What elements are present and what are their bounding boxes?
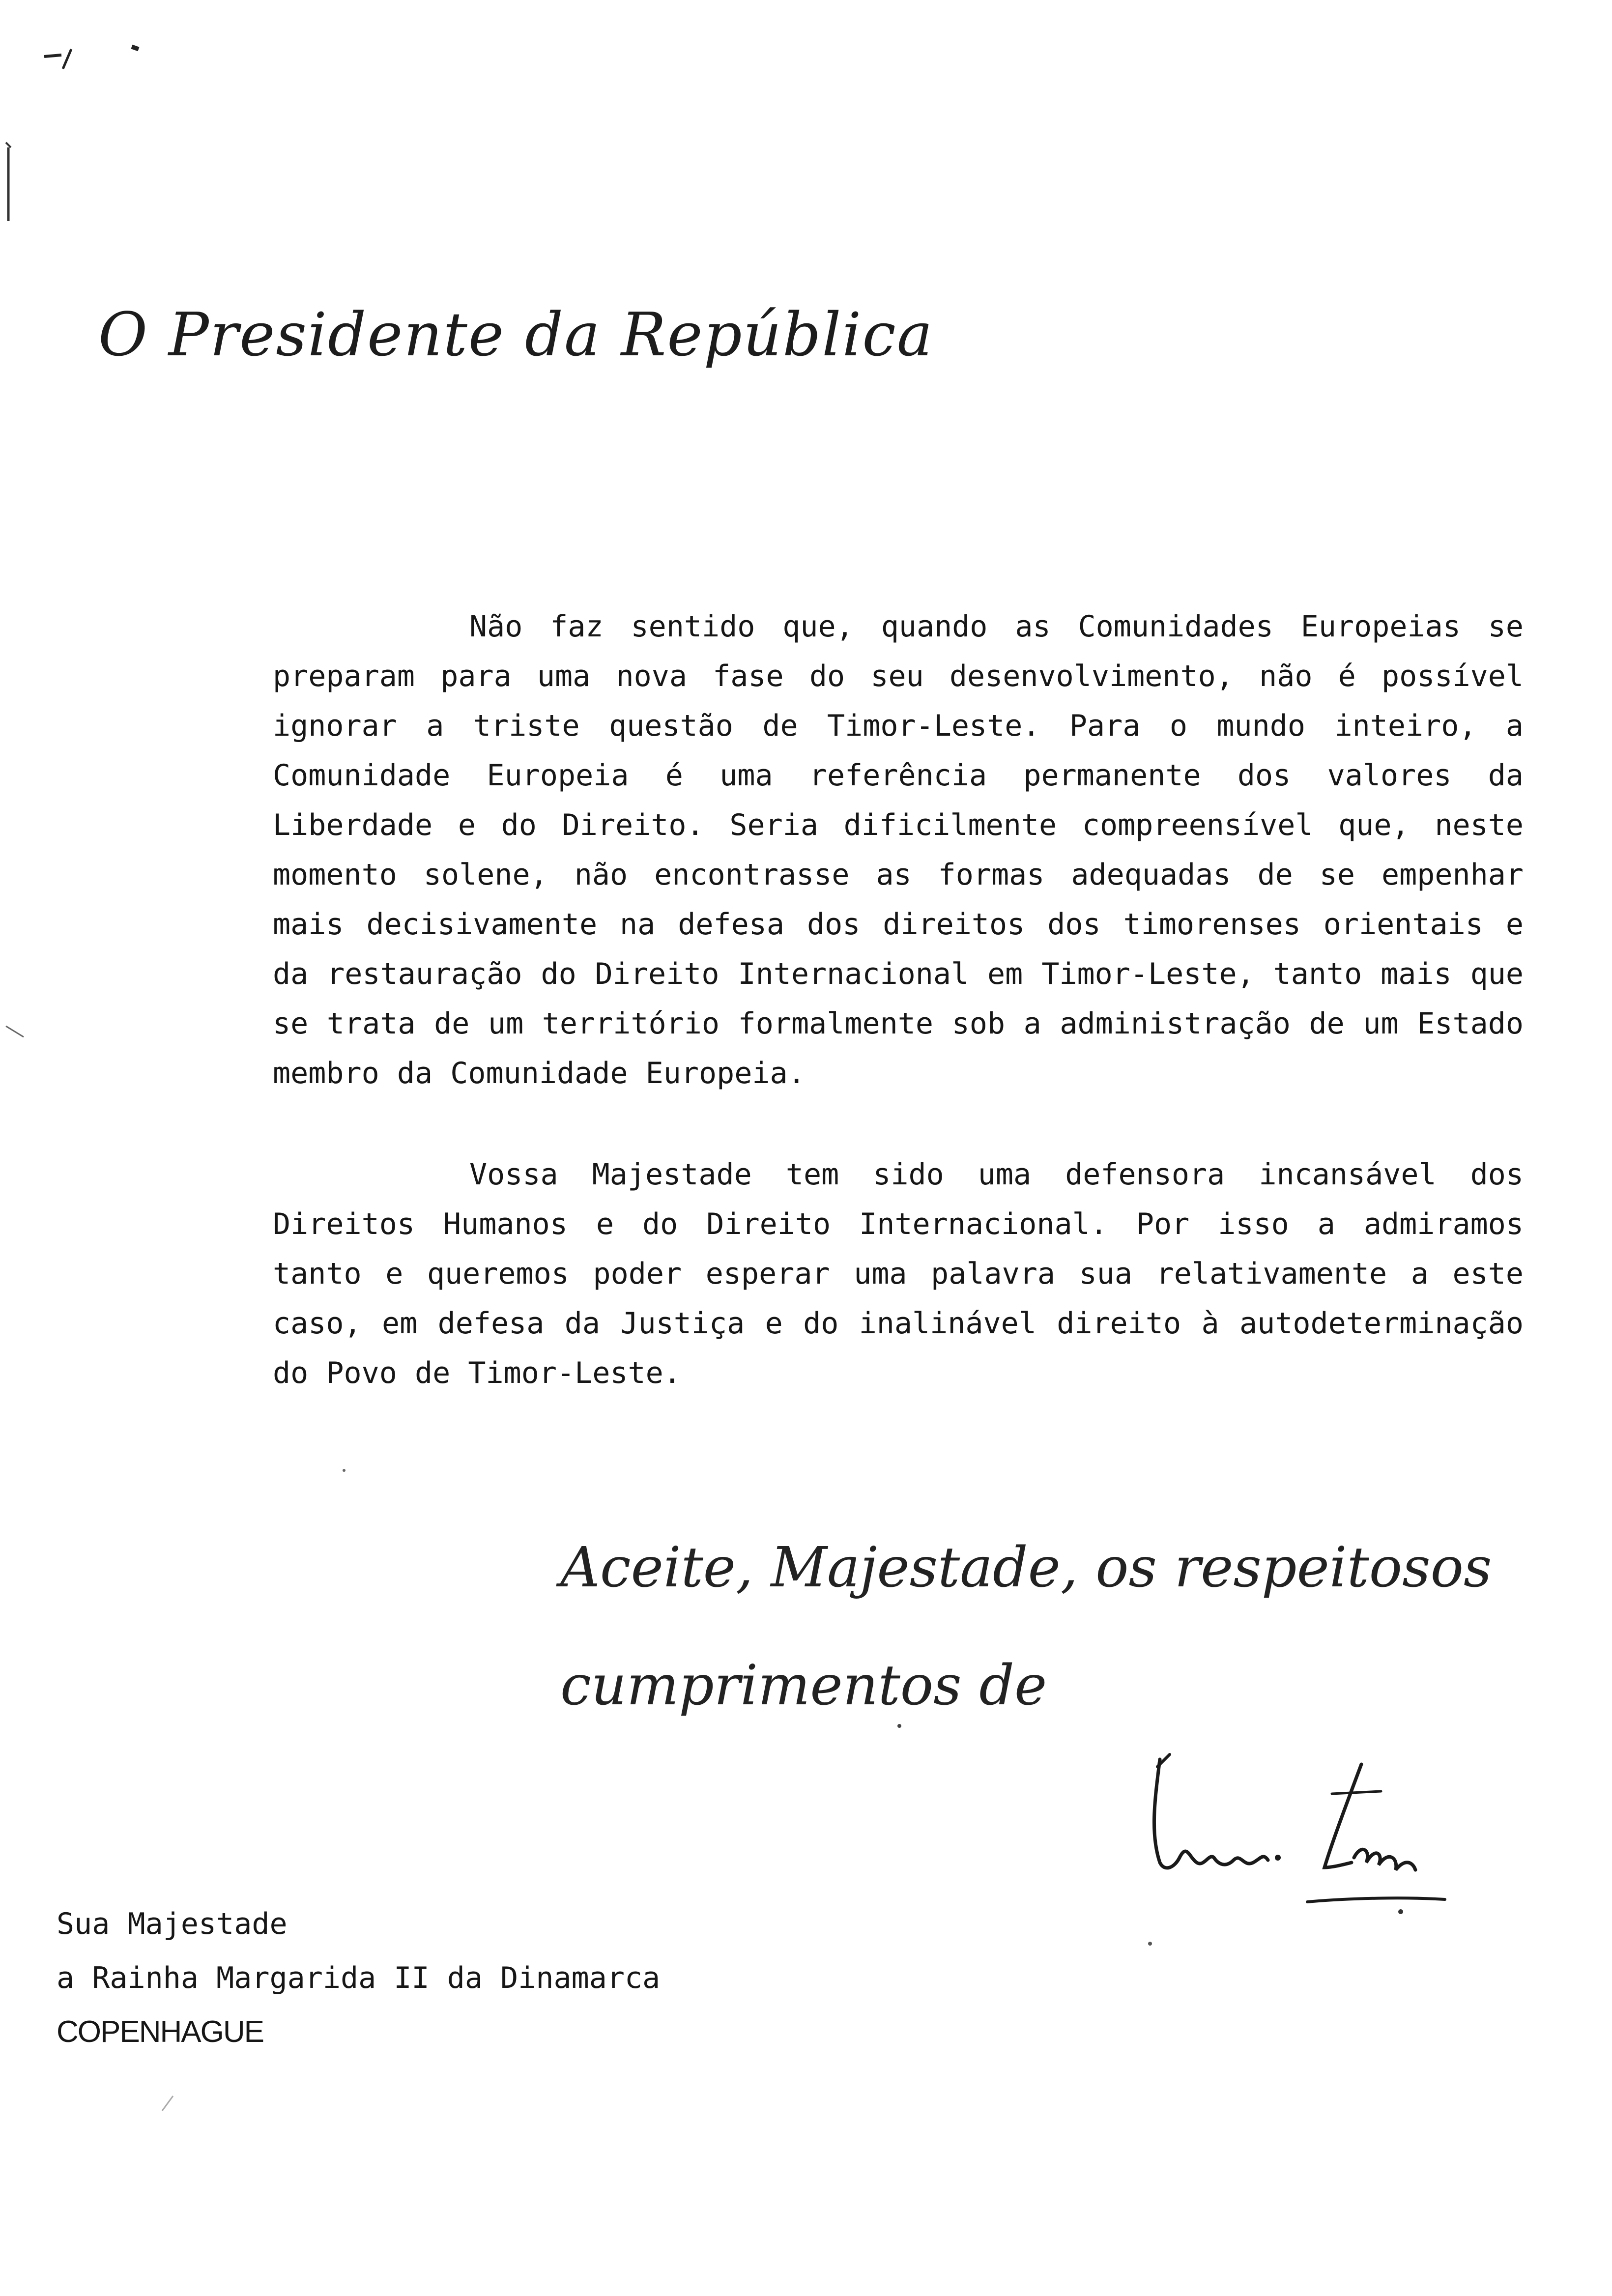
recipient-line-2: a Rainha Margarida II da Dinamarca bbox=[57, 1961, 661, 1995]
recipient-city: COPENHAGUE bbox=[57, 2015, 263, 2049]
letterhead-title: O Presidente da República bbox=[98, 300, 934, 370]
recipient-address bbox=[57, 1897, 1039, 2059]
paragraph-1: Não faz sentido que, quando as Comunidades Europeias se preparam para uma nova fase do seu desenvolvimento, não é possível ignorar a triste questão de Timor-Leste. Para o mundo inteiro, a Comunidade Europeia é uma referência permanente dos valores da Liberdade e do Direito. Seria dificilmente compreensível que, neste momento solene, não encontrasse as formas adequadas de se empenhar mais decisivamente na defesa dos direitos dos timorenses orientais e da restauração do Direito Internacional em Timor-Leste, tanto mais que se trata de um território formalmente sob a administração de um Estado membro da Comunidade Europeia. bbox=[273, 609, 1524, 1091]
paragraph-2: Vossa Majestade tem sido uma defensora incansável dos Direitos Humanos e do Direito Internacional. Por isso a admiramos tanto e queremos poder esperar uma palavra sua relativamente a este caso, em defesa da Justiça e do inalinável direito à autodeterminação do Povo de Timor-Leste. bbox=[273, 1157, 1524, 1390]
signature bbox=[1130, 1745, 1474, 1922]
closing-line-2: cumprimentos de bbox=[560, 1654, 1047, 1718]
handwritten-closing bbox=[560, 1509, 1543, 1745]
letter-body bbox=[273, 602, 1524, 1398]
closing-line-1: Aceite, Majestade, os respeitosos bbox=[560, 1536, 1492, 1600]
recipient-line-1: Sua Majestade bbox=[57, 1907, 288, 1941]
